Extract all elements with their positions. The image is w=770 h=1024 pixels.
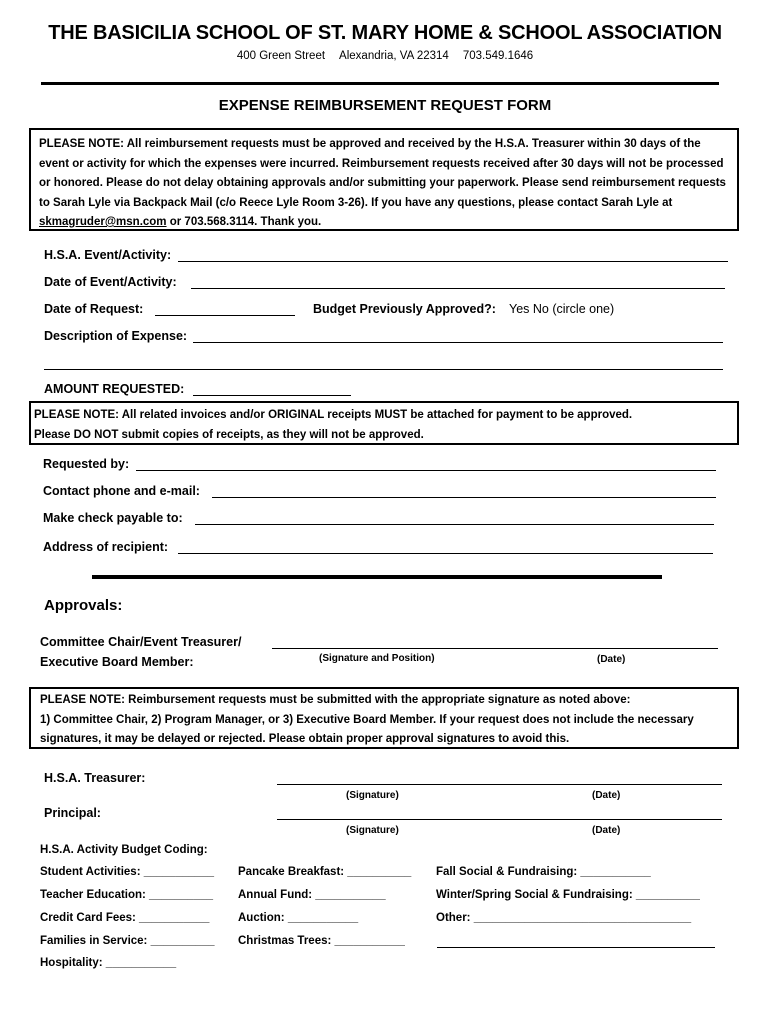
description-field-2[interactable] <box>44 369 723 370</box>
contact-field[interactable] <box>212 497 716 498</box>
description-label: Description of Expense: <box>44 329 188 343</box>
treasurer-date-caption: (Date) <box>592 790 621 801</box>
contact-email[interactable]: skmagruder@msn.com <box>39 216 167 228</box>
committee-label-line2: Executive Board Member: <box>40 655 194 669</box>
event-label: H.S.A. Event/Activity: <box>44 248 172 262</box>
code-teacher-education[interactable]: Teacher Education: __________ <box>40 889 214 901</box>
code-annual-fund[interactable]: Annual Fund: ___________ <box>238 889 386 901</box>
budget-coding-heading: H.S.A. Activity Budget Coding: <box>40 844 208 856</box>
contact-label: Contact phone and e-mail: <box>43 484 200 498</box>
principal-signature-caption: (Signature) <box>346 825 399 836</box>
requested-by-label: Requested by: <box>43 457 130 471</box>
event-date-label: Date of Event/Activity: <box>44 275 177 289</box>
principal-date-caption: (Date) <box>592 825 621 836</box>
notice-receipts: PLEASE NOTE: All related invoices and/or ORIGINAL receipts MUST be attached for payment to be approved. Please DO NOT submit copies of receipts, as they will not be approved. <box>29 401 739 445</box>
committee-label-line1: Committee Chair/Event Treasurer/ <box>40 635 242 649</box>
treasurer-signature-caption: (Signature) <box>346 790 399 801</box>
phone: 703.549.1646 <box>462 50 534 62</box>
request-date-field[interactable] <box>155 315 295 316</box>
principal-label: Principal: <box>44 806 101 820</box>
committee-date-caption: (Date) <box>597 654 626 665</box>
code-christmas-trees[interactable]: Christmas Trees: ___________ <box>238 935 405 947</box>
code-families-in-service[interactable]: Families in Service: __________ <box>40 935 215 947</box>
section-divider <box>92 575 662 579</box>
treasurer-label: H.S.A. Treasurer: <box>44 771 146 785</box>
amount-label: AMOUNT REQUESTED: <box>44 382 185 396</box>
code-auction[interactable]: Auction: ___________ <box>238 912 359 924</box>
code-student-activities[interactable]: Student Activities: ___________ <box>40 866 215 878</box>
code-winter-spring-social[interactable]: Winter/Spring Social & Fundraising: __________ <box>436 889 700 901</box>
description-field[interactable] <box>193 342 723 343</box>
payable-label: Make check payable to: <box>43 511 183 525</box>
code-other-extra-line[interactable] <box>437 947 715 948</box>
committee-signature-field[interactable] <box>272 648 718 649</box>
amount-field[interactable] <box>193 395 351 396</box>
header-divider <box>41 82 719 85</box>
code-hospitality[interactable]: Hospitality: ___________ <box>40 957 177 969</box>
budget-approved-label: Budget Previously Approved?: <box>313 302 496 316</box>
signature-position-caption: (Signature and Position) <box>319 653 435 664</box>
city: Alexandria, VA 22314 <box>339 50 449 62</box>
association-address <box>0 50 770 62</box>
notice-signatures: PLEASE NOTE: Reimbursement requests must be submitted with the appropriate signature as noted above: 1) Committee Chair, 2) Program Manager, or 3) Executive Board Member. If your request does not include the necessary signatures, it may be delayed or rejected. Please obtain proper approval signatures to avoid this. <box>29 687 739 749</box>
form-title: EXPENSE REIMBURSEMENT REQUEST FORM <box>218 97 552 114</box>
notice-submission-deadline: PLEASE NOTE: All reimbursement requests must be approved and received by the H.S.A. Treasurer within 30 days of the event or activity for which the expenses were incurred. Reimbursement requests received after 30 days will not be processed or honored. Please do not delay obtaining approvals and/or submitting your paperwork. Please send reimbursement requests to Sarah Lyle via Backpack Mail (c/o Reece Lyle Room 3-26). If you have any questions, please contact Sarah Lyle at skmagruder@msn.com or 703.568.3114. Thank you. <box>29 128 739 231</box>
treasurer-signature-field[interactable] <box>277 784 722 785</box>
event-date-field[interactable] <box>191 288 725 289</box>
principal-signature-field[interactable] <box>277 819 722 820</box>
code-other[interactable]: Other: __________________________________ <box>436 912 692 924</box>
requested-by-field[interactable] <box>136 470 716 471</box>
request-date-label: Date of Request: <box>44 302 144 316</box>
address-field[interactable] <box>178 553 713 554</box>
payable-field[interactable] <box>195 524 714 525</box>
address-label: Address of recipient: <box>43 540 169 554</box>
budget-options[interactable]: Yes No (circle one) <box>509 302 615 316</box>
approvals-heading: Approvals: <box>44 597 123 614</box>
association-title: THE BASICILIA SCHOOL OF ST. MARY HOME & SCHOOL ASSOCIATION <box>48 22 722 44</box>
code-credit-card-fees[interactable]: Credit Card Fees: ___________ <box>40 912 210 924</box>
street: 400 Green Street <box>236 50 326 62</box>
code-fall-social[interactable]: Fall Social & Fundraising: ___________ <box>436 866 651 878</box>
code-pancake-breakfast[interactable]: Pancake Breakfast: __________ <box>238 866 412 878</box>
event-field[interactable] <box>178 261 728 262</box>
